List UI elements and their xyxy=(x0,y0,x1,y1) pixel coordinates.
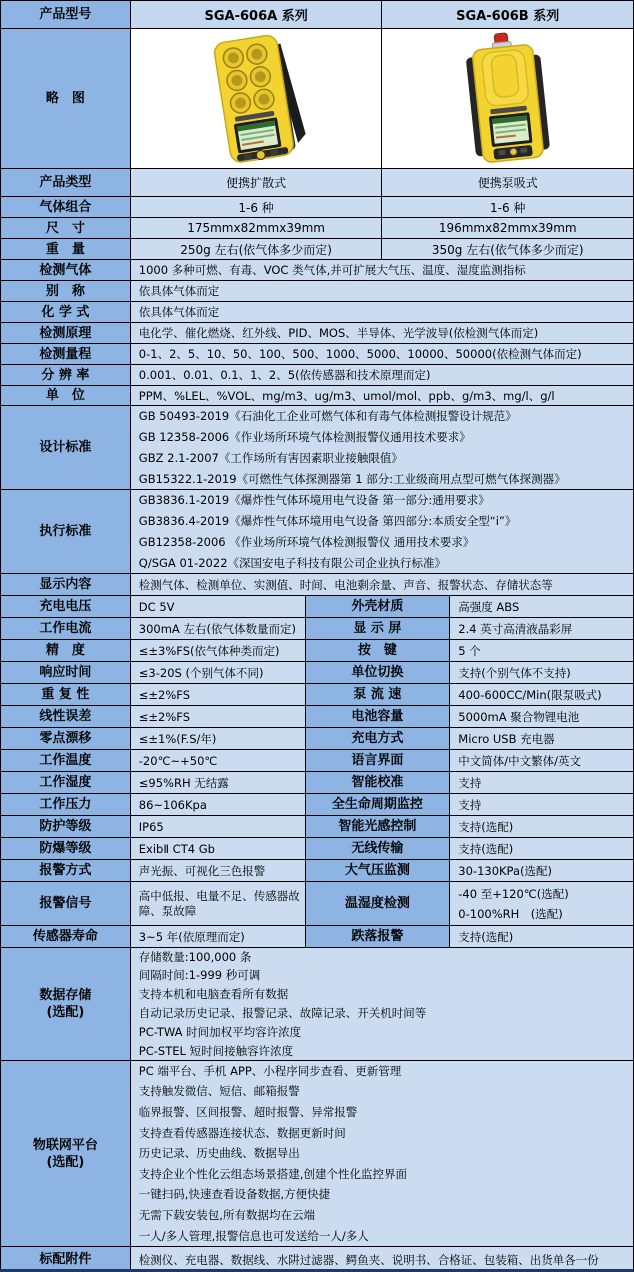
quad-row xyxy=(0,837,633,859)
feature-line: 临界报警、区间报警、超时报警、异常报警 xyxy=(138,1105,358,1120)
row-value: Micro USB 充电器 xyxy=(449,727,633,749)
formula-row xyxy=(0,301,633,322)
row-label-line: (选配) xyxy=(46,1005,85,1020)
row-value: 2.4 英寸高清液晶彩屏 xyxy=(449,617,633,639)
row-value: 声光振、可视化三色报警 xyxy=(130,859,305,881)
row-label: 语言界面 xyxy=(305,749,450,771)
standard-line: GB 50493-2019《石油化工企业可燃气体和有毒气体检测报警设计规范》 xyxy=(138,408,517,423)
quad-row xyxy=(0,727,633,749)
row-label-line: 物联网平台 xyxy=(32,1137,98,1153)
row-value: 检测气体、检测单位、实测值、时间、电池剩余量、声音、报警状态、存储状态等 xyxy=(130,573,633,595)
sga-606b-device-icon xyxy=(383,30,633,168)
row-value: 依具体气体而定 xyxy=(130,301,633,322)
row-value: 0-1、2、5、10、50、100、500、1000、5000、10000、50000(依检测气体而定) xyxy=(130,343,633,364)
row-label: 检测气体 xyxy=(0,259,130,280)
detect-gas-row xyxy=(0,259,633,280)
row-label: 按 键 xyxy=(305,639,450,661)
feature-line: 一人/多人管理,报警信息也可发送给一人/多人 xyxy=(138,1228,369,1243)
sketch-row xyxy=(0,28,633,168)
standard-line: Q/SGA 01-2022《深国安电子科技有限公司企业执行标准》 xyxy=(138,555,447,570)
row-value: ≤±2%FS xyxy=(130,683,305,705)
row-label: 工作湿度 xyxy=(0,771,130,793)
row-label: 防护等级 xyxy=(0,815,130,837)
row-label: 工作压力 xyxy=(0,793,130,815)
size-b: 196mmx82mmx39mm xyxy=(381,217,633,238)
standard-line: GB3836.1-2019《爆炸性气体环境用电气设备 第一部分:通用要求》 xyxy=(138,492,490,507)
row-label xyxy=(0,947,130,1060)
quad-row xyxy=(0,749,633,771)
row-value: 支持(个别气体不支持) xyxy=(449,661,633,683)
row-value: -20℃~+50℃ xyxy=(130,749,305,771)
row-value: 支持 xyxy=(449,793,633,815)
feature-line: 无需下载安装包,所有数据均在云端 xyxy=(138,1207,315,1222)
feature-line: 自动记录历史记录、报警记录、故障记录、开关机时间等 xyxy=(138,1006,427,1020)
row-label: 零点漂移 xyxy=(0,727,130,749)
row-label: 无线传输 xyxy=(305,837,450,859)
feature-line: 历史记录、历史曲线、数据导出 xyxy=(138,1146,300,1161)
row-label: 重 量 xyxy=(0,238,130,259)
feature-line: 支持查看传感器连接状态、数据更新时间 xyxy=(138,1125,346,1140)
standard-line: GB3836.4-2019《爆炸性气体环境用电气设备 第四部分:本质安全型“i”》 xyxy=(138,513,517,528)
feature-line: 间隔时间:1-999 秒可调 xyxy=(138,968,261,983)
device-a-image xyxy=(130,28,382,168)
size-a: 175mmx82mmx39mm xyxy=(130,217,382,238)
data-storage-lines xyxy=(130,947,633,1060)
standard-line: GBZ 2.1-2007《工作场所有害因素职业接触限值》 xyxy=(138,450,403,465)
row-value: 支持(选配) xyxy=(449,837,633,859)
row-value: 400-600CC/Min(限泵吸式) xyxy=(449,683,633,705)
feature-line: 支持企业个性化云组态场景搭建,创建个性化监控界面 xyxy=(138,1166,407,1181)
sga-606a-device-icon xyxy=(131,30,381,168)
row-value: ExibⅡ CT4 Gb xyxy=(130,837,305,859)
quad-row xyxy=(0,639,633,661)
product-type-row xyxy=(0,168,633,196)
row-label: 工作温度 xyxy=(0,749,130,771)
row-value: 高中低报、电量不足、传感器故障、泵故障 xyxy=(130,881,305,925)
row-label-line: (选配) xyxy=(46,1154,85,1170)
feature-line: 支持本机和电脑查看所有数据 xyxy=(138,987,289,1002)
weight-b: 350g 左右(依气体多少而定) xyxy=(381,238,633,259)
row-value: 支持(选配) xyxy=(449,925,633,947)
feature-line: PC 端平台、手机 APP、小程序同步查看、更新管理 xyxy=(138,1063,402,1078)
row-value: 30-130KPa(选配) xyxy=(449,859,633,881)
row-value: 检测仪、充电器、数据线、水阱过滤器、鳄鱼夹、说明书、合格证、包装箱、出货单各一份 xyxy=(130,1246,633,1272)
row-label: 线性误差 xyxy=(0,705,130,727)
quad-row xyxy=(0,859,633,881)
row-label: 传感器寿命 xyxy=(0,925,130,947)
row-label: 外壳材质 xyxy=(305,595,450,617)
row-value: 300mA 左右(依气体数量而定) xyxy=(130,617,305,639)
combo-a: 1-6 种 xyxy=(130,196,382,217)
row-label: 智能校准 xyxy=(305,771,450,793)
display-content-row xyxy=(0,573,633,595)
row-label: 智能光感控制 xyxy=(305,815,450,837)
row-value: ≤95%RH 无结露 xyxy=(130,771,305,793)
row-value: 5000mA 聚合物锂电池 xyxy=(449,705,633,727)
combo-b: 1-6 种 xyxy=(381,196,633,217)
header-row xyxy=(0,0,633,28)
design-standard-row xyxy=(0,405,633,489)
weight-a: 250g 左右(依气体多少而定) xyxy=(130,238,382,259)
feature-line: 支持触发微信、短信、邮箱报警 xyxy=(138,1084,300,1099)
temp-humidity-values xyxy=(449,881,633,925)
iot-platform-row xyxy=(0,1060,633,1246)
row-value: 电化学、催化燃烧、红外线、PID、MOS、半导体、光学波导(依检测气体而定) xyxy=(130,322,633,343)
row-value: PPM、%LEL、%VOL、mg/m3、ug/m3、umol/mol、ppb、g/m3、mg/l、g/l xyxy=(130,385,633,405)
row-value: 支持(选配) xyxy=(449,815,633,837)
row-label-line: 数据存储 xyxy=(39,988,92,1003)
row-value: ≤±2%FS xyxy=(130,705,305,727)
quad-row xyxy=(0,661,633,683)
row-label: 显 示 屏 xyxy=(305,617,450,639)
row-label: 工作电流 xyxy=(0,617,130,639)
row-value: 高强度 ABS xyxy=(449,595,633,617)
row-label: 温湿度检测 xyxy=(305,881,450,925)
row-value: 中文简体/中文繁体/英文 xyxy=(449,749,633,771)
quad-row xyxy=(0,705,633,727)
row-value: ≤±3%FS(依气体种类而定) xyxy=(130,639,305,661)
row-label: 报警信号 xyxy=(0,881,130,925)
type-b: 便携泵吸式 xyxy=(381,168,633,196)
row-value: ≤3-20S (个别气体不同) xyxy=(130,661,305,683)
row-label: 泵 流 速 xyxy=(305,683,450,705)
feature-line: PC-TWA 时间加权平均容许浓度 xyxy=(138,1024,302,1039)
row-label: 气体组合 xyxy=(0,196,130,217)
row-label: 单位切换 xyxy=(305,661,450,683)
exec-standard-row xyxy=(0,489,633,573)
row-value: 0.001、0.01、0.1、1、2、5(依传感器和技术原理而定) xyxy=(130,364,633,385)
quad-row xyxy=(0,683,633,705)
row-label: 大气压监测 xyxy=(305,859,450,881)
row-label: 重 复 性 xyxy=(0,683,130,705)
unit-row xyxy=(0,385,633,405)
row-label: 报警方式 xyxy=(0,859,130,881)
row-label: 充电电压 xyxy=(0,595,130,617)
exec-standard-lines xyxy=(130,489,633,573)
row-value: 3~5 年(依原理而定) xyxy=(130,925,305,947)
row-value: -40 至+120℃(选配) xyxy=(458,886,569,901)
quad-row xyxy=(0,815,633,837)
row-value: 5 个 xyxy=(449,639,633,661)
row-value: DC 5V xyxy=(130,595,305,617)
row-label: 显示内容 xyxy=(0,573,130,595)
model-a-title: SGA-606A 系列 xyxy=(130,0,382,28)
header-label: 产品型号 xyxy=(0,0,130,28)
resolution-row xyxy=(0,364,633,385)
feature-line: 一键扫码,快速查看设备数据,方便快捷 xyxy=(138,1187,331,1202)
row-label: 产品类型 xyxy=(0,168,130,196)
row-value: IP65 xyxy=(130,815,305,837)
size-row xyxy=(0,217,633,238)
row-label: 设计标准 xyxy=(0,405,130,489)
row-value: 0-100%RH (选配) xyxy=(458,906,563,921)
row-label xyxy=(0,1060,130,1246)
quad-row xyxy=(0,793,633,815)
design-standard-lines xyxy=(130,405,633,489)
gas-combo-row xyxy=(0,196,633,217)
row-label: 充电方式 xyxy=(305,727,450,749)
weight-row xyxy=(0,238,633,259)
row-label: 别 称 xyxy=(0,280,130,301)
alarm-signal-row xyxy=(0,881,633,925)
standard-line: GB12358-2006 《作业场所环境气体检测报警仪 通用技术要求》 xyxy=(138,534,475,549)
row-value: 支持 xyxy=(449,771,633,793)
accessories-row xyxy=(0,1246,633,1272)
iot-platform-lines xyxy=(130,1060,633,1246)
row-value: ≤±1%(F.S/年) xyxy=(130,727,305,749)
row-label: 执行标准 xyxy=(0,489,130,573)
row-label: 跌落报警 xyxy=(305,925,450,947)
alias-row xyxy=(0,280,633,301)
principle-row xyxy=(0,322,633,343)
sketch-label: 略 图 xyxy=(0,28,130,168)
row-label: 单 位 xyxy=(0,385,130,405)
data-storage-row xyxy=(0,947,633,1060)
row-label: 尺 寸 xyxy=(0,217,130,238)
range-row xyxy=(0,343,633,364)
row-label: 防爆等级 xyxy=(0,837,130,859)
sensor-life-row xyxy=(0,925,633,947)
row-label: 化 学 式 xyxy=(0,301,130,322)
row-value: 1000 多种可燃、有毒、VOC 类气体,并可扩展大气压、温度、湿度监测指标 xyxy=(130,259,633,280)
quad-row xyxy=(0,617,633,639)
row-value: 86~106Kpa xyxy=(130,793,305,815)
row-label: 检测原理 xyxy=(0,322,130,343)
standard-line: GB15322.1-2019《可燃性气体探测器第 1 部分:工业级商用点型可燃气体探测器》 xyxy=(138,471,566,486)
row-label: 分 辨 率 xyxy=(0,364,130,385)
type-a: 便携扩散式 xyxy=(130,168,382,196)
quad-row xyxy=(0,771,633,793)
standard-line: GB 12358-2006《作业场所环境气体检测报警仪通用技术要求》 xyxy=(138,429,471,444)
row-label: 精 度 xyxy=(0,639,130,661)
row-label: 检测量程 xyxy=(0,343,130,364)
quad-row xyxy=(0,595,633,617)
feature-line: 存储数量:100,000 条 xyxy=(138,949,252,964)
feature-line: PC-STEL 短时间接触容许浓度 xyxy=(138,1043,294,1058)
row-label: 响应时间 xyxy=(0,661,130,683)
row-label: 电池容量 xyxy=(305,705,450,727)
row-label: 全生命周期监控 xyxy=(305,793,450,815)
row-label: 标配附件 xyxy=(0,1246,130,1272)
device-b-image xyxy=(381,28,633,168)
model-b-title: SGA-606B 系列 xyxy=(381,0,633,28)
row-value: 依具体气体而定 xyxy=(130,280,633,301)
